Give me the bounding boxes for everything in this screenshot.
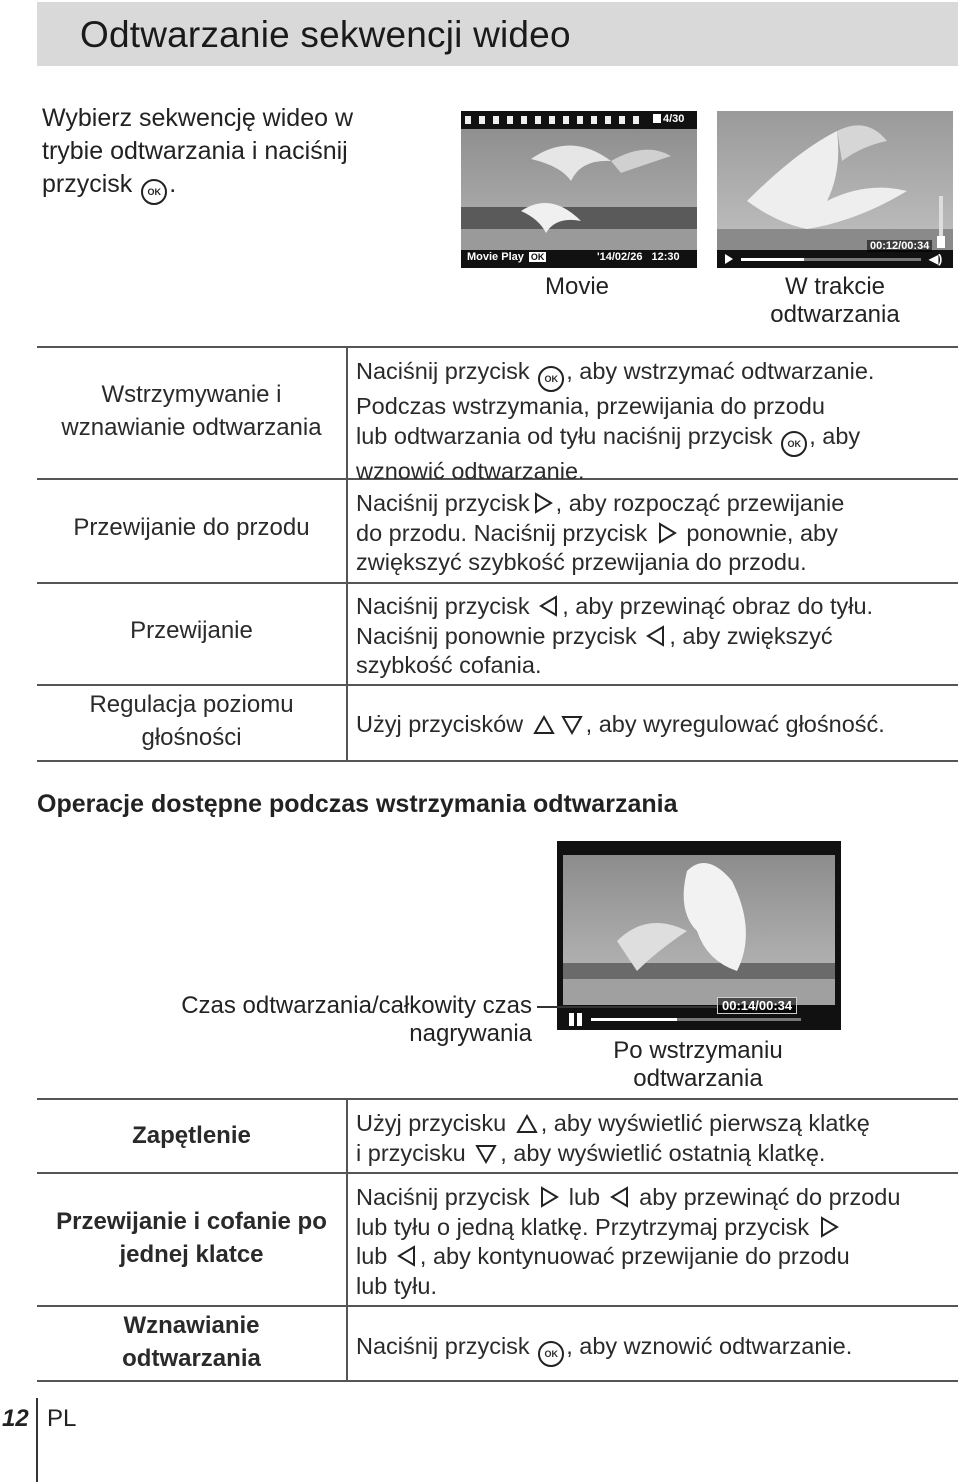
text-fragment: Naciśnij przycisk [356,1333,530,1359]
page-title: Odtwarzanie sekwencji wideo [80,14,571,55]
table1-column-rule [346,346,348,762]
date-time [597,251,680,263]
text-fragment: , aby przewinąć obraz do tyłu. [562,593,874,619]
progress-track[interactable] [741,258,921,261]
intro-text-fragment: . [169,170,177,198]
text-fragment: lub tyłu o jedną klatkę. Przytrzymaj przycisk [356,1213,810,1240]
up-arrow-icon [516,1114,538,1134]
movie-play-text: Movie Play [467,251,524,263]
row-text-rewind [356,592,956,681]
down-arrow-icon [561,715,583,735]
playing-screen [717,111,953,268]
time-text: 12:30 [651,251,680,263]
text-fragment: Użyj przycisku [356,1110,507,1136]
text-line: lub tyłu. [356,1272,437,1299]
text-line [356,1332,956,1367]
left-arrow-icon [610,1186,630,1208]
seagull-photo [557,841,841,1030]
intro-text [42,102,402,205]
row-text-pause [356,357,956,486]
right-arrow-icon [539,1186,559,1208]
text-line: Podczas wstrzymania, przewijania do przodu [356,393,825,419]
row-label-rewind: Przewijanie [130,617,253,644]
right-arrow-icon [657,522,677,544]
intro-line: Wybierz sekwencję wideo w [42,104,353,132]
text-line [356,1109,956,1139]
paused-caption [578,1037,818,1093]
row-text-resume [356,1332,956,1367]
text-fragment: , aby kontynuować przewijanie do przodu [419,1243,850,1269]
label-line: jednej klatce [119,1241,264,1268]
left-arrow-icon [646,625,666,647]
text-fragment: Naciśnij przycisk [356,1184,530,1210]
table1-rule [37,582,958,584]
text-line [356,592,956,622]
text-fragment: Naciśnij przycisk [356,490,530,516]
table2-rule [37,1305,958,1307]
card-icon [653,114,661,123]
language-code: PL [47,1405,77,1432]
label-line: Wstrzymywanie i [101,381,282,408]
text-fragment: lub [568,1184,601,1210]
movie-screen [461,111,697,268]
playing-caption [735,273,935,329]
label-line: głośności [141,724,242,751]
text-line [356,1183,956,1213]
text-fragment: , aby wyświetlić ostatnią klatkę. [500,1139,826,1166]
intro-text-fragment: przycisk [42,170,133,198]
text-fragment: do przodu. Naciśnij przycisk [356,519,648,546]
right-arrow-icon [819,1216,839,1238]
text-fragment: , aby wstrzymać odtwarzanie. [566,358,875,384]
table1-rule [37,684,958,686]
text-fragment: aby przewinąć do przodu [639,1184,901,1210]
ok-badge: OK [530,252,545,262]
movie-caption: Movie [544,273,610,300]
caption-line: odtwarzania [770,301,900,328]
film-holes-top [465,116,645,124]
text-line [356,489,956,519]
intro-line [42,168,402,205]
table2-bottom-rule [37,1380,958,1382]
frame-counter [653,113,684,125]
text-fragment: , aby zwiększyć [669,622,833,649]
seagull-photo [461,111,697,268]
left-arrow-icon [539,595,559,617]
section-heading: Operacje dostępne podczas wstrzymania odtwarzania [37,790,678,818]
table1-top-rule [37,346,958,348]
text-line: zwiększyć szybkość przewijania do przodu. [356,549,807,575]
text-fragment: Naciśnij przycisk [356,593,530,619]
intro-line: trybie odtwarzania i naciśnij [42,137,348,165]
text-fragment: Naciśnij ponownie przycisk [356,622,637,649]
text-line [356,710,956,740]
label-line: odtwarzania [122,1345,261,1372]
label-line: Przewijanie i cofanie po [56,1208,327,1235]
right-arrow-icon [533,492,553,514]
movie-play-label [467,251,546,263]
text-fragment: i przycisku [356,1139,466,1166]
label-line: wznawianie odtwarzania [61,414,322,441]
label-line: Regulacja poziomu [89,691,294,718]
page-number: 12 [2,1405,29,1432]
caption-line: W trakcie [784,273,885,300]
text-fragment: Użyj przycisków [356,711,524,737]
text-line: szybkość cofania. [356,652,542,678]
text-fragment: , aby wyregulować głośność. [585,711,885,737]
progress-track[interactable] [591,1018,801,1021]
row-text-forward [356,489,956,578]
row-label-resume [37,1309,346,1375]
paused-time: 00:14/00:34 [717,997,797,1014]
progress-fill [741,258,804,261]
ok-button-icon: OK [141,179,167,205]
text-fragment: , aby wyświetlić pierwszą klatkę [540,1110,870,1136]
date-text: '14/02/26 [597,251,643,263]
row-text-volume [356,710,956,740]
text-fragment: , aby [809,422,861,449]
text-line [356,1139,956,1169]
paused-screen [557,841,841,1030]
down-arrow-icon [475,1144,497,1164]
caption-line: nagrywania [409,1020,532,1047]
row-label-loop: Zapętlenie [132,1122,251,1149]
label-line: Wznawianie [123,1312,260,1339]
text-line [356,519,956,549]
text-fragment: lub [356,1243,388,1269]
table2-rule [37,1172,958,1174]
text-line [356,422,956,457]
caption-line: odtwarzania [633,1065,763,1092]
table2-column-rule [346,1098,348,1382]
ok-button-icon: OK [538,366,564,392]
row-text-loop [356,1109,956,1168]
text-fragment: ponownie, aby [686,519,838,546]
text-line: wznowić odtwarzanie. [356,457,585,484]
table2-top-rule [37,1098,958,1100]
row-text-frame-step [356,1183,956,1301]
pointer-line [537,1006,717,1008]
progress-fill [591,1018,677,1021]
caption-line: Czas odtwarzania/całkowity czas [181,992,532,1019]
text-line [356,622,956,652]
text-line [356,357,956,392]
ok-button-icon: OK [781,431,807,457]
playback-time: 00:12/00:34 [867,240,932,252]
volume-icon: ◀︎) [929,252,943,266]
text-line [356,1213,956,1243]
counter-text: 4/30 [663,113,685,125]
row-label-frame-step [37,1205,346,1271]
up-arrow-icon [533,715,555,735]
left-arrow-icon [397,1245,417,1267]
text-line [356,1242,956,1272]
row-label-pause [37,378,346,444]
row-label-forward: Przewijanie do przodu [73,514,310,541]
caption-line: Po wstrzymaniu [613,1037,783,1064]
text-fragment: lub odtwarzania od tyłu naciśnij przycisk [356,422,773,449]
text-fragment: Naciśnij przycisk [356,358,530,384]
title-bar [37,2,958,66]
text-fragment: , aby rozpocząć przewijanie [555,490,845,516]
text-fragment: , aby wznowić odtwarzanie. [566,1333,853,1359]
ok-button-icon: OK [538,1341,564,1367]
row-label-volume [37,688,346,754]
time-pointer-label [150,992,532,1048]
table1-bottom-rule [37,760,958,762]
footer-divider [36,1398,38,1482]
